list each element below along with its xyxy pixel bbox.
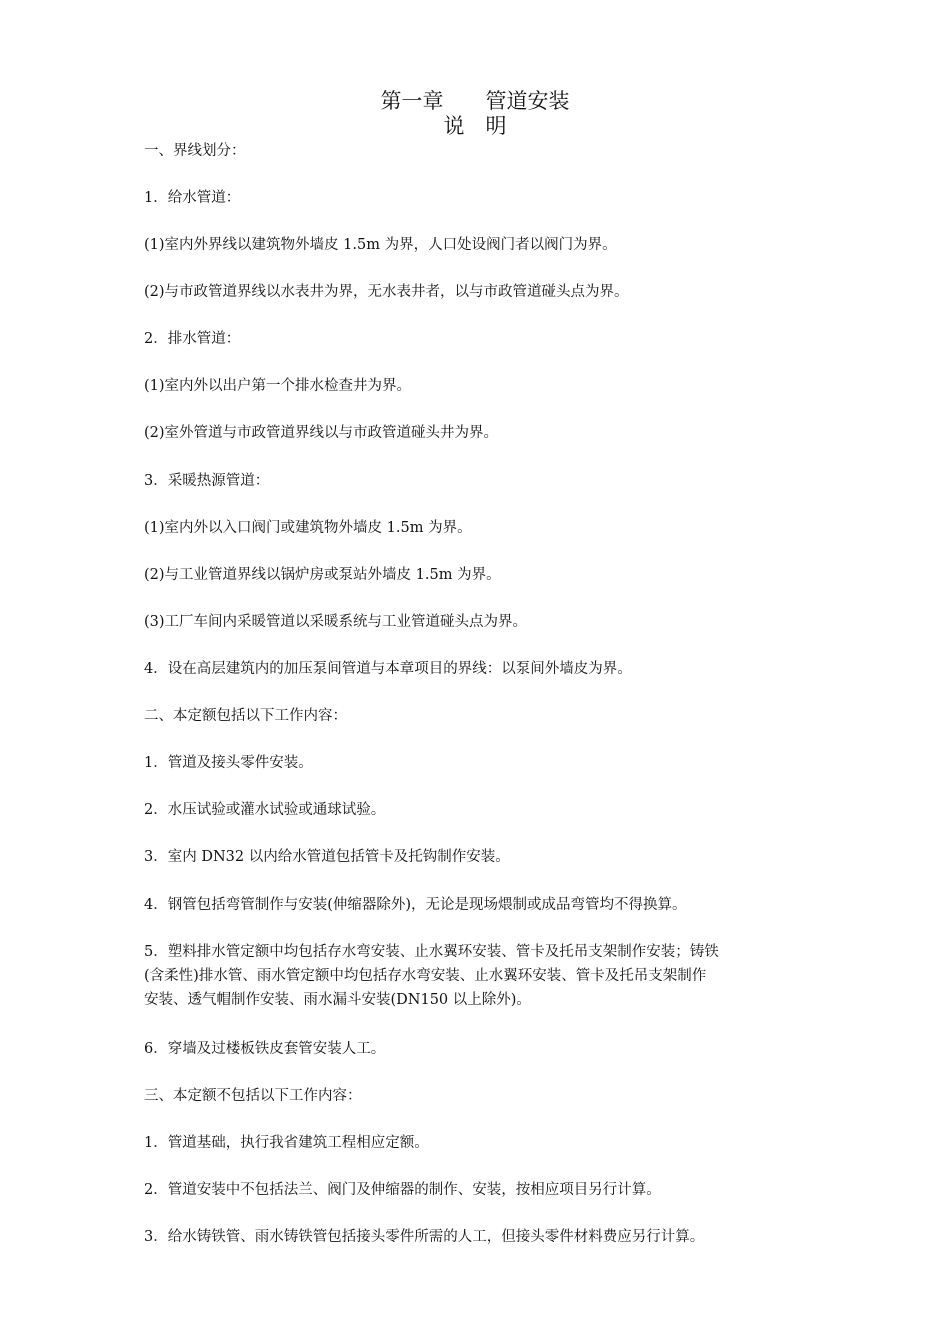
section-heading: 二、本定额包括以下工作内容：	[144, 708, 347, 724]
section-heading: 三、本定额不包括以下工作内容：	[144, 1088, 362, 1104]
paragraph-line: (2)与市政管道界线以水表井为界，无水表井者，以与市政管道碰头点为界。	[144, 284, 629, 300]
paragraph-line: 2．水压试验或灌水试验或通球试验。	[144, 802, 386, 818]
paragraph-line: 3．室内 DN32 以内给水管道包括管卡及托钩制作安装。	[144, 849, 510, 865]
paragraph-line: 3．给水铸铁管、雨水铸铁管包括接头零件所需的人工，但接头零件材料费应另行计算。	[144, 1229, 705, 1245]
subsection-heading: 2．排水管道：	[144, 331, 241, 347]
subsection-heading: 3．采暖热源管道：	[144, 473, 270, 489]
paragraph-line: (2)与工业管道界线以锅炉房或泵站外墙皮 1.5m 为界。	[144, 567, 501, 583]
paragraph-line: 4．设在高层建筑内的加压泵间管道与本章项目的界线：以泵间外墙皮为界。	[144, 661, 632, 677]
paragraph-line: (含柔性)排水管、雨水管定额中均包括存水弯安装、止水翼环安装、管卡及托吊支架制作	[144, 968, 707, 984]
paragraph-line: 4．钢管包括弯管制作与安装(伸缩器除外)，无论是现场煨制或成品弯管均不得换算。	[144, 897, 687, 913]
paragraph-line: (1)室内外界线以建筑物外墙皮 1.5m 为界，人口处设阀门者以阀门为界。	[144, 237, 617, 253]
paragraph-line: (2)室外管道与市政管道界线以与市政管道碰头井为界。	[144, 425, 499, 441]
paragraph-line: 1．管道基础，执行我省建筑工程相应定额。	[144, 1135, 429, 1151]
paragraph-line: (3)工厂车间内采暖管道以采暖系统与工业管道碰头点为界。	[144, 614, 528, 630]
paragraph-line: 2．管道安装中不包括法兰、阀门及伸缩器的制作、安装，按相应项目另行计算。	[144, 1182, 661, 1198]
subsection-heading: 1．给水管道：	[144, 190, 241, 206]
paragraph-line: 6．穿墙及过楼板铁皮套管安装人工。	[144, 1041, 386, 1057]
chapter-title: 第一章 管道安装	[380, 89, 570, 113]
paragraph-line: 1．管道及接头零件安装。	[144, 755, 313, 771]
section-heading: 一、界线划分：	[144, 143, 246, 159]
paragraph-line: 安装、透气帽制作安装、雨水漏斗安装(DN150 以上除外)。	[144, 992, 531, 1008]
section-subtitle: 说 明	[443, 114, 507, 138]
paragraph-line: (1)室内外以出户第一个排水检查井为界。	[144, 378, 412, 394]
paragraph-line: 5．塑料排水管定额中均包括存水弯安装、止水翼环安装、管卡及托吊支架制作安装；铸铁	[144, 944, 719, 960]
paragraph-line: (1)室内外以入口阀门或建筑物外墙皮 1.5m 为界。	[144, 520, 472, 536]
